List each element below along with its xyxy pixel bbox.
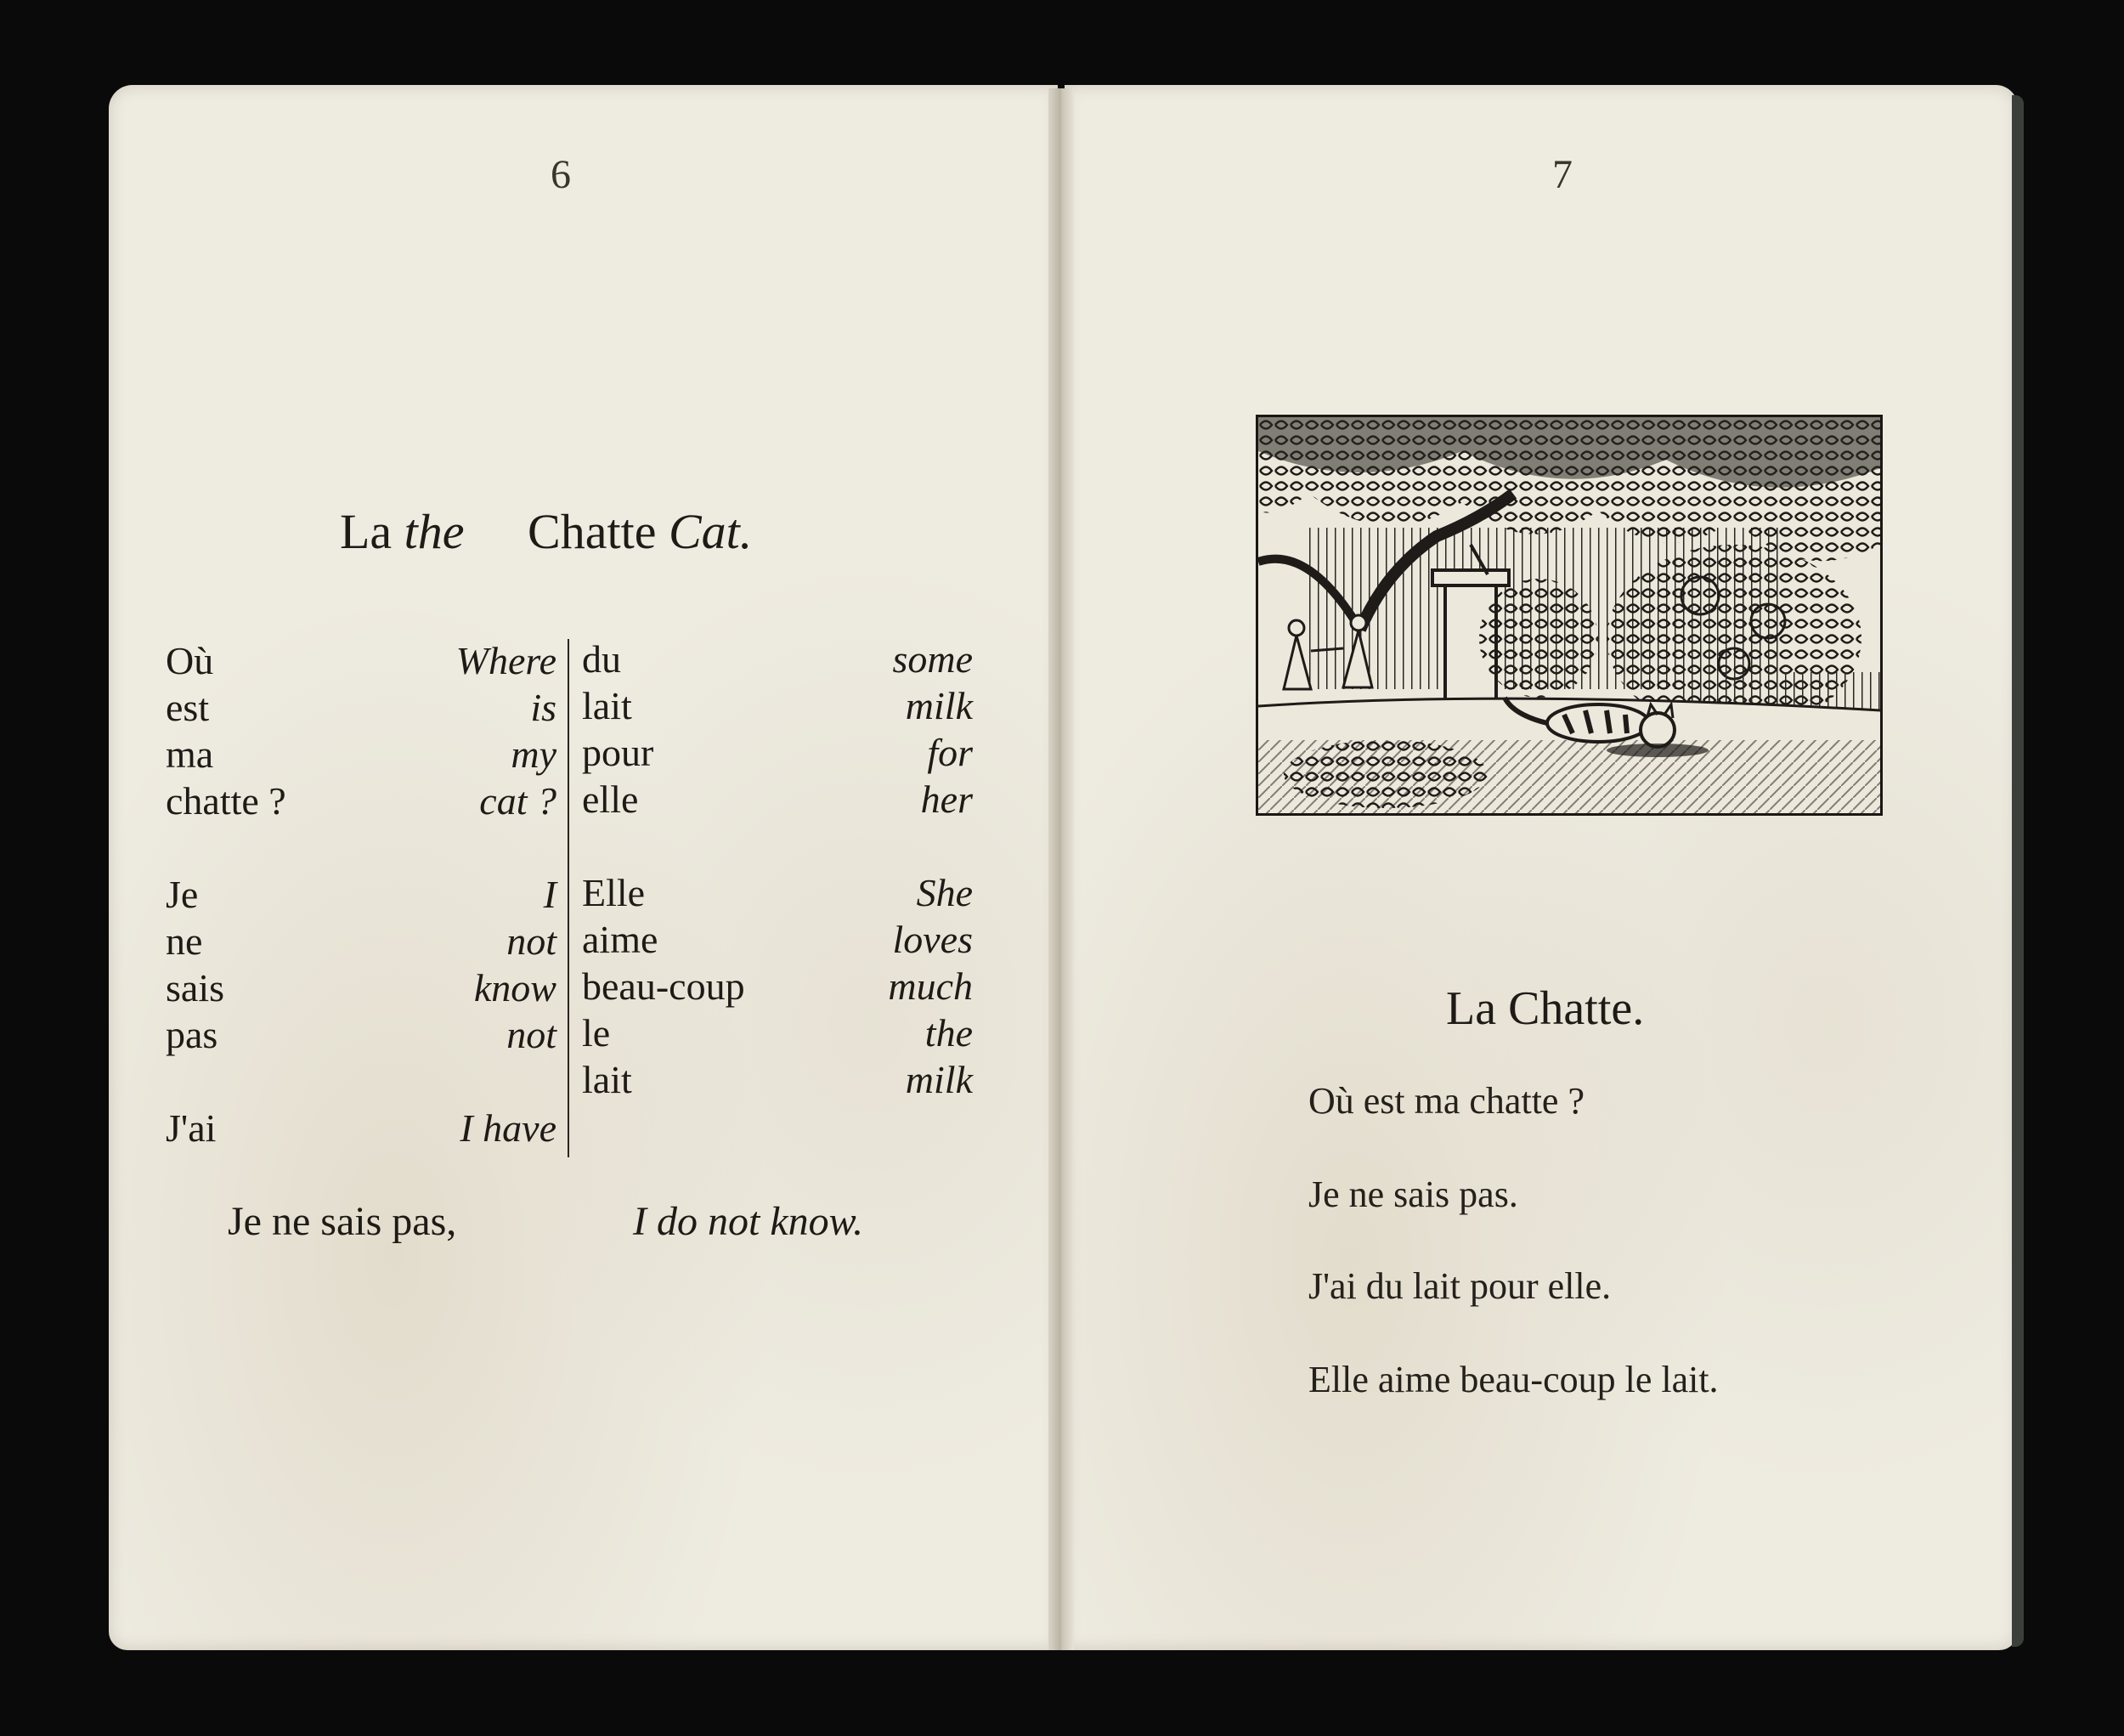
title-fr-la: La — [340, 504, 393, 559]
story-line: J'ai du lait pour elle. — [1308, 1265, 1612, 1307]
vocab-en: not — [506, 919, 556, 963]
vocab-fr: le — [582, 1011, 611, 1055]
vocab-en: I — [543, 873, 556, 916]
vocab-en: cat ? — [479, 779, 556, 823]
vocab-fr: Où — [166, 639, 214, 682]
note-french: Je ne sais pas, — [228, 1199, 457, 1244]
vocab-fr: ma — [166, 732, 214, 776]
vocab-en: much — [888, 964, 973, 1008]
vocab-en: her — [920, 778, 973, 821]
title-fr-chatte: Chatte — [528, 504, 657, 559]
title-en-the: the — [404, 504, 465, 559]
title-en-cat: Cat. — [668, 504, 753, 559]
vocab-en: some — [892, 637, 973, 681]
vocab-fr: ne — [166, 919, 203, 963]
vocab-en: my — [511, 732, 556, 776]
vocab-fr: lait — [582, 684, 632, 727]
vocab-fr: beau-coup — [582, 964, 745, 1008]
story-line: Où est ma chatte ? — [1308, 1080, 1585, 1122]
book-gutter — [1048, 88, 1074, 1650]
vocab-column-right — [582, 636, 973, 1101]
vocab-fr: Je — [166, 873, 199, 916]
vocab-en: not — [506, 1013, 556, 1056]
right-page — [1065, 85, 2018, 1650]
story-line: Je ne sais pas. — [1308, 1173, 1518, 1215]
vocab-fr: du — [582, 637, 621, 681]
vocab-fr: pas — [166, 1013, 218, 1056]
woodcut-illustration — [1256, 415, 1883, 816]
vocab-fr: est — [166, 686, 210, 729]
vocab-en: I have — [460, 1106, 556, 1150]
vocab-column-left — [166, 637, 556, 1164]
vocab-fr: chatte ? — [166, 779, 286, 823]
vocab-fr: sais — [166, 966, 224, 1009]
page-number-right: 7 — [1552, 152, 1573, 197]
vocab-fr: J'ai — [166, 1106, 217, 1150]
vocab-en: for — [927, 731, 973, 774]
vocab-fr: lait — [582, 1058, 632, 1101]
note-english: I do not know. — [633, 1199, 864, 1244]
vocab-en: know — [473, 966, 556, 1009]
vocab-divider — [568, 639, 569, 1157]
vocab-en: Where — [455, 639, 556, 682]
vocab-en: is — [530, 686, 556, 729]
vocab-en: milk — [905, 684, 973, 727]
page-number-left: 6 — [551, 152, 571, 197]
vocab-fr: pour — [582, 731, 654, 774]
vocab-fr: aime — [582, 918, 658, 961]
cover-edge — [2012, 95, 2024, 1647]
vocab-en: the — [924, 1011, 973, 1055]
vocab-en: She — [916, 871, 973, 914]
woodcut-cat-garden-icon — [1258, 417, 1880, 813]
vocab-fr: Elle — [582, 871, 646, 914]
lesson-title — [340, 503, 752, 560]
story-title: La Chatte. — [1446, 982, 1645, 1035]
story-line: Elle aime beau-coup le lait. — [1308, 1359, 1719, 1400]
vocab-fr: elle — [582, 778, 639, 821]
vocab-en: milk — [905, 1058, 973, 1101]
vocab-en: loves — [892, 918, 973, 961]
